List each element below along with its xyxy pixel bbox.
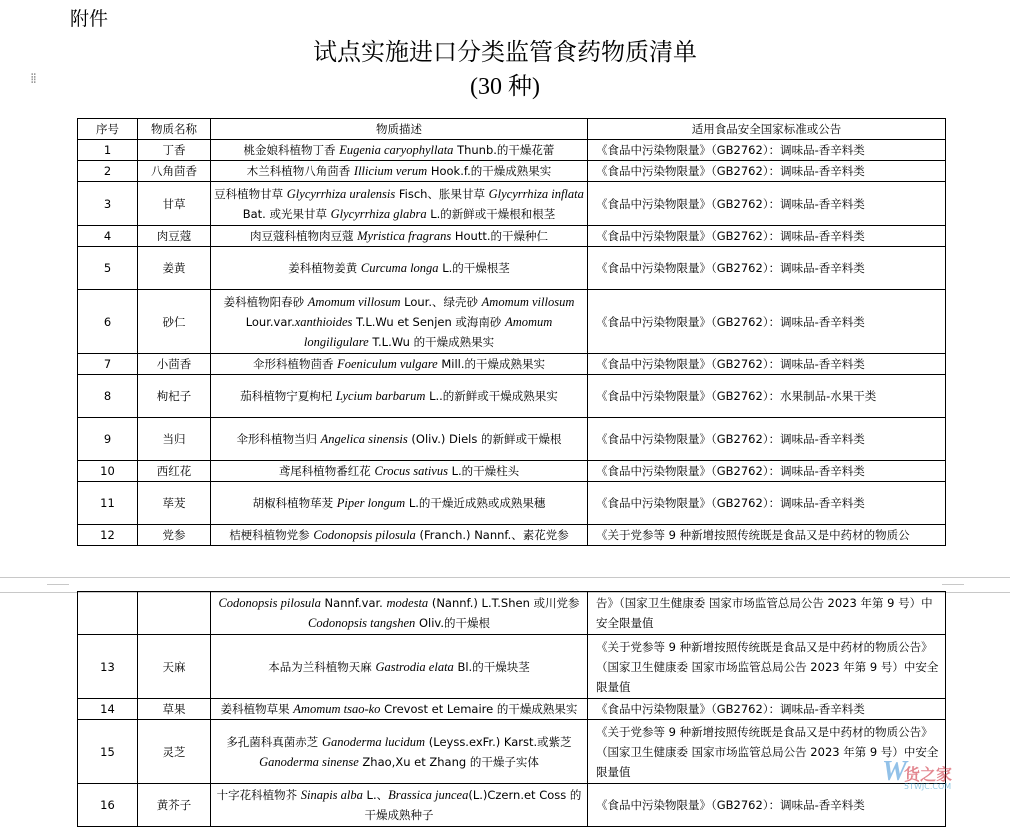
description-text: (Nannf.) L.T.Shen 或川党参 <box>428 596 580 610</box>
description-text: 多孔菌科真菌赤芝 <box>226 734 322 749</box>
latin-name: Codonopsis pilosula <box>218 596 321 610</box>
row-number: 2 <box>78 161 138 182</box>
description-text: Hook.f.的干燥成熟果实 <box>427 164 552 178</box>
latin-name: Piper longum <box>336 496 406 510</box>
latin-name: Codonopsis pilosula <box>313 528 416 542</box>
latin-name: Curcuma longa <box>360 261 439 275</box>
applicable-standard: 《食品中污染物限量》（GB2762）：调味品-香辛料类 <box>588 784 946 827</box>
description-text: Lour.var. <box>245 314 295 329</box>
description-text: 肉豆蔻科植物肉豆蔻 <box>249 229 358 243</box>
substance-description <box>211 482 588 525</box>
substance-name: 党参 <box>138 525 211 546</box>
description-text: L.的干燥根茎 <box>438 261 510 275</box>
applicable-standard: 《食品中污染物限量》（GB2762）：调味品-香辛料类 <box>588 354 946 375</box>
substance-description <box>211 784 588 827</box>
row-number: 4 <box>78 226 138 247</box>
watermark-logo <box>862 748 1002 808</box>
applicable-standard: 《食品中污染物限量》（GB2762）：调味品-香辛料类 <box>588 140 946 161</box>
row-number: 15 <box>78 720 138 784</box>
row-number: 12 <box>78 525 138 546</box>
table-row <box>78 418 946 461</box>
substance-name: 砂仁 <box>138 290 211 354</box>
applicable-standard: 《关于党参等 9 种新增按照传统既是食品又是中药材的物质公告》（国家卫生健康委 国家市场监管总局公告 2023 年第 9 号）中安全限量值 <box>588 635 946 699</box>
latin-name: Sinapis alba <box>300 788 363 802</box>
description-text: 豆科植物甘草 <box>214 186 287 201</box>
header-name: 物质名称 <box>138 119 211 140</box>
applicable-standard: 《食品中污染物限量》（GB2762）：水果制品-水果干类 <box>588 375 946 418</box>
table-row <box>78 140 946 161</box>
row-number: 6 <box>78 290 138 354</box>
row-number: 1 <box>78 140 138 161</box>
latin-name: Ganoderma sinense <box>259 754 359 769</box>
row-number: 11 <box>78 482 138 525</box>
substance-name: 西红花 <box>138 461 211 482</box>
table-row <box>78 720 946 784</box>
table-row <box>78 699 946 720</box>
description-text: (Oliv.) Diels 的新鲜或干燥根 <box>407 432 562 446</box>
row-number: 9 <box>78 418 138 461</box>
substance-table-page2 <box>77 591 946 827</box>
substance-name <box>138 592 211 635</box>
description-text: Crevost et Lemaire 的干燥成熟果实 <box>380 702 578 716</box>
latin-name: Gastrodia elata <box>375 659 454 674</box>
description-text: Lour.、绿壳砂 <box>400 294 482 309</box>
page-subtitle: (30 种) <box>470 74 540 100</box>
description-text: Nannf.var. <box>320 596 387 610</box>
description-text: T.L.Wu et Senjen 或海南砂 <box>352 314 506 329</box>
latin-name: Glycyrrhiza inflata <box>488 186 584 201</box>
applicable-standard: 《关于党参等 9 种新增按照传统既是食品又是中药材的物质公 <box>588 525 946 546</box>
substance-name: 姜黄 <box>138 247 211 290</box>
description-text: L.的干燥近成熟或成熟果穗 <box>405 496 546 510</box>
substance-description <box>211 525 588 546</box>
drag-handle-icon[interactable]: ⁞⁞ <box>30 71 35 87</box>
table-row <box>78 525 946 546</box>
substance-description <box>211 418 588 461</box>
description-text: T.L.Wu 的干燥成熟果实 <box>368 334 495 349</box>
page-title: 试点实施进口分类监管食药物质清单 <box>313 38 697 66</box>
row-number: 13 <box>78 635 138 699</box>
header-no: 序号 <box>78 119 138 140</box>
description-text: 本品为兰科植物天麻 <box>268 659 376 674</box>
substance-description <box>211 635 588 699</box>
applicable-standard: 《食品中污染物限量》（GB2762）：调味品-香辛料类 <box>588 226 946 247</box>
description-text: 伞形科植物茴香 <box>252 357 338 371</box>
table-row <box>78 784 946 827</box>
latin-name: Glycyrrhiza glabra <box>330 206 427 221</box>
watermark-w-icon: W <box>882 756 907 787</box>
description-text: Bl.的干燥块茎 <box>453 659 530 674</box>
table-row <box>78 375 946 418</box>
substance-name: 黄芥子 <box>138 784 211 827</box>
substance-description <box>211 354 588 375</box>
substance-description <box>211 182 588 226</box>
description-text: L.、 <box>362 788 389 802</box>
substance-description <box>211 226 588 247</box>
table-row <box>78 182 946 226</box>
description-text: Fisch、胀果甘草 <box>395 186 489 201</box>
description-text: 姜科植物草果 <box>220 702 294 716</box>
description-text: (L.)Czern.et Coss 的干燥成熟种子 <box>364 788 582 822</box>
description-text: 伞形科植物当归 <box>236 432 321 446</box>
applicable-standard: 《食品中污染物限量》（GB2762）：调味品-香辛料类 <box>588 482 946 525</box>
description-text: 桔梗科植物党参 <box>229 528 314 542</box>
description-text: L.的新鲜或干燥根和根茎 <box>426 206 556 221</box>
latin-name: Ganoderma lucidum <box>321 734 426 749</box>
applicable-standard: 《食品中污染物限量》（GB2762）：调味品-香辛料类 <box>588 418 946 461</box>
header-standard: 适用食品安全国家标准或公告 <box>588 119 946 140</box>
table-row <box>78 482 946 525</box>
substance-name: 小茴香 <box>138 354 211 375</box>
latin-name: Amomum villosum <box>307 294 401 309</box>
applicable-standard: 《食品中污染物限量》（GB2762）：调味品-香辛料类 <box>588 699 946 720</box>
description-text: 木兰科植物八角茴香 <box>246 164 354 178</box>
row-number: 10 <box>78 461 138 482</box>
latin-name: Amomum longiligulare <box>303 314 553 349</box>
table-row <box>78 635 946 699</box>
description-text: 胡椒科植物荜茇 <box>252 496 337 510</box>
description-text: 姜科植物阳春砂 <box>223 294 308 309</box>
latin-name: Lycium barbarum <box>335 389 426 403</box>
description-text: Zhao,Xu et Zhang 的干燥子实体 <box>358 754 539 769</box>
latin-name: Amomum villosum <box>481 294 575 309</box>
watermark-text: 货之家 <box>904 765 953 784</box>
row-number: 7 <box>78 354 138 375</box>
watermark-sub: 5TWJC.COM <box>904 782 952 791</box>
description-text: L..的新鲜或干燥成熟果实 <box>425 389 558 403</box>
latin-name: Glycyrrhiza uralensis <box>286 186 396 201</box>
substance-description <box>211 290 588 354</box>
substance-description <box>211 592 588 635</box>
description-text: Houtt.的干燥种仁 <box>451 229 549 243</box>
description-text: Bat. 或光果甘草 <box>242 206 331 221</box>
applicable-standard: 《食品中污染物限量》（GB2762）：调味品-香辛料类 <box>588 182 946 226</box>
description-text: 十字花科植物芥 <box>216 788 301 802</box>
latin-name: Amomum tsao-ko <box>293 702 381 716</box>
latin-name: modesta <box>386 596 429 610</box>
substance-name: 甘草 <box>138 182 211 226</box>
substance-name: 天麻 <box>138 635 211 699</box>
substance-description <box>211 247 588 290</box>
latin-name: Angelica sinensis <box>320 432 408 446</box>
table-row <box>78 461 946 482</box>
latin-name: Illicium verum <box>353 164 428 178</box>
substance-table-page1 <box>77 118 946 546</box>
description-text: L.的干燥柱头 <box>447 464 520 478</box>
description-text: 鸢尾科植物番红花 <box>278 464 375 478</box>
row-number <box>78 592 138 635</box>
description-text: 姜科植物姜黄 <box>288 261 361 275</box>
attachment-label: 附件 <box>70 8 109 30</box>
latin-name: Brassica juncea <box>388 788 469 802</box>
applicable-standard: 告》（国家卫生健康委 国家市场监管总局公告 2023 年第 9 号）中安全限量值 <box>588 592 946 635</box>
table-row <box>78 592 946 635</box>
latin-name: Foeniculum vulgare <box>337 357 438 371</box>
substance-description <box>211 161 588 182</box>
row-number: 8 <box>78 375 138 418</box>
latin-name: Codonopsis tangshen <box>308 616 416 630</box>
table-row <box>78 354 946 375</box>
description-text: 茄科植物宁夏枸杞 <box>240 389 336 403</box>
description-text: Mill.的干燥成熟果实 <box>437 357 546 371</box>
description-text: Thunb.的干燥花蕾 <box>453 143 555 157</box>
table-row <box>78 161 946 182</box>
latin-name: Myristica fragrans <box>357 229 452 243</box>
applicable-standard: 《食品中污染物限量》（GB2762）：调味品-香辛料类 <box>588 247 946 290</box>
applicable-standard: 《食品中污染物限量》（GB2762）：调味品-香辛料类 <box>588 161 946 182</box>
substance-name: 枸杞子 <box>138 375 211 418</box>
substance-description <box>211 720 588 784</box>
row-number: 14 <box>78 699 138 720</box>
substance-name: 草果 <box>138 699 211 720</box>
substance-description <box>211 140 588 161</box>
substance-description <box>211 375 588 418</box>
substance-name: 肉豆蔻 <box>138 226 211 247</box>
substance-name: 当归 <box>138 418 211 461</box>
latin-name: xanthioides <box>294 314 353 329</box>
substance-description <box>211 461 588 482</box>
applicable-standard: 《关于党参等 9 种新增按照传统既是食品又是中药材的物质公告》（国家卫生健康委 国家市场监管总局公告 2023 年第 9 号）中安全限量值 <box>588 720 946 784</box>
substance-name: 荜茇 <box>138 482 211 525</box>
latin-name: Eugenia caryophyllata <box>339 143 454 157</box>
substance-name: 丁香 <box>138 140 211 161</box>
table-row <box>78 247 946 290</box>
description-text: (Leyss.exFr.) Karst.或紫芝 <box>425 734 572 749</box>
substance-description <box>211 699 588 720</box>
description-text: Oliv.的干燥根 <box>415 616 490 630</box>
description-text: (Franch.) Nannf.、素花党参 <box>415 528 569 542</box>
applicable-standard: 《食品中污染物限量》（GB2762）：调味品-香辛料类 <box>588 461 946 482</box>
latin-name: Crocus sativus <box>374 464 448 478</box>
substance-name: 灵芝 <box>138 720 211 784</box>
table-row <box>78 226 946 247</box>
substance-name: 八角茴香 <box>138 161 211 182</box>
row-number: 16 <box>78 784 138 827</box>
applicable-standard: 《食品中污染物限量》（GB2762）：调味品-香辛料类 <box>588 290 946 354</box>
header-description: 物质描述 <box>211 119 588 140</box>
table-row <box>78 290 946 354</box>
row-number: 5 <box>78 247 138 290</box>
description-text: 桃金娘科植物丁香 <box>243 143 340 157</box>
row-number: 3 <box>78 182 138 226</box>
